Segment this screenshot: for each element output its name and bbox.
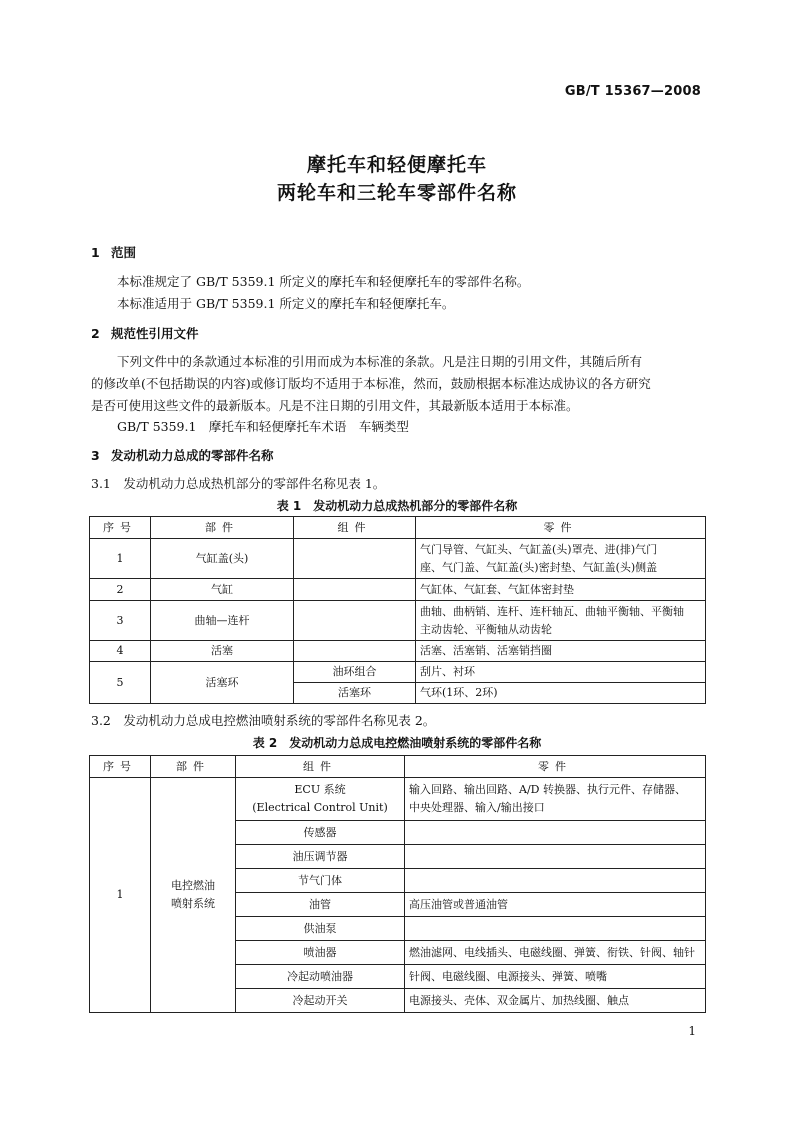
table-row <box>90 539 706 579</box>
normative-reference: GB/T 5359.1 摩托车和轻便摩托车术语 车辆类型 <box>117 419 409 434</box>
header-no: 序号 <box>90 517 151 539</box>
header-items: 零件 <box>405 756 706 778</box>
row-items-line: 座、气门盖、气缸盖(头)密封垫、气缸盖(头)侧盖 <box>420 560 658 574</box>
row-component <box>294 579 416 601</box>
section-number: 1 <box>91 245 100 260</box>
row-items <box>416 601 706 641</box>
row-items-line: 气门导管、气缸头、气缸盖(头)罩壳、进(排)气门 <box>420 542 658 556</box>
row-items: 活塞、活塞销、活塞销挡圈 <box>416 641 706 662</box>
header-part: 部件 <box>151 756 236 778</box>
row-component <box>236 778 405 821</box>
row-part <box>151 778 236 1013</box>
row-no: 4 <box>90 641 151 662</box>
section-2-line-2: 的修改单(不包括勘误的内容)或修订版均不适用于本标准，然而，鼓励根据本标准达成协议的各方研究 <box>91 376 651 391</box>
row-no: 5 <box>90 662 151 704</box>
row-items <box>405 821 706 845</box>
table-row <box>90 641 706 662</box>
table-2-caption: 表 2 发动机动力总成电控燃油喷射系统的零部件名称 <box>252 736 542 750</box>
row-component-line: ECU 系统 <box>294 783 346 796</box>
document-title-line2: 两轮车和三轮车零部件名称 <box>276 182 517 204</box>
row-part: 曲轴—连杆 <box>151 601 294 641</box>
section-3-heading <box>91 446 274 464</box>
row-component: 供油泵 <box>236 917 405 941</box>
row-items: 电源接头、壳体、双金属片、加热线圈、触点 <box>405 989 706 1013</box>
row-items <box>405 845 706 869</box>
header-no: 序号 <box>90 756 151 778</box>
row-component: 油管 <box>236 893 405 917</box>
row-items-line: 输入回路、输出回路、A/D 转换器、执行元件、存储器、 <box>409 783 686 796</box>
header-items: 零件 <box>416 517 706 539</box>
row-component: 油环组合 <box>294 662 416 683</box>
section-2-line-1: 下列文件中的条款通过本标准的引用而成为本标准的条款。凡是注日期的引用文件，其随后所有 <box>117 354 643 369</box>
row-component: 传感器 <box>236 821 405 845</box>
row-component <box>294 641 416 662</box>
row-items <box>405 869 706 893</box>
row-items-line: 中央处理器、输入/输出接口 <box>409 801 545 814</box>
header-component: 组件 <box>236 756 405 778</box>
row-part: 气缸盖(头) <box>151 539 294 579</box>
row-items-line: 曲轴、曲柄销、连杆、连杆轴瓦、曲轴平衡轴、平衡轴 <box>420 604 684 618</box>
section-1-para-1: 本标准规定了 GB/T 5359.1 所定义的摩托车和轻便摩托车的零部件名称。 <box>117 274 530 289</box>
subsection-3-2: 3.2 发动机动力总成电控燃油喷射系统的零部件名称见表 2。 <box>91 713 436 728</box>
standard-number: GB/T 15367—2008 <box>564 84 701 99</box>
row-items: 针阀、电磁线圈、电源接头、弹簧、喷嘴 <box>405 965 706 989</box>
row-part: 活塞环 <box>151 662 294 704</box>
section-1-para-2: 本标准适用于 GB/T 5359.1 所定义的摩托车和轻便摩托车。 <box>117 296 455 311</box>
row-items: 高压油管或普通油管 <box>405 893 706 917</box>
table-2 <box>89 755 706 1013</box>
header-component: 组件 <box>294 517 416 539</box>
row-component: 节气门体 <box>236 869 405 893</box>
row-items <box>416 539 706 579</box>
table-row <box>90 778 706 821</box>
row-component-line: (Electrical Control Unit) <box>252 801 388 814</box>
subsection-3-1: 3.1 发动机动力总成热机部分的零部件名称见表 1。 <box>91 476 386 491</box>
row-component: 油压调节器 <box>236 845 405 869</box>
row-items: 刮片、衬环 <box>416 662 706 683</box>
table-row <box>90 579 706 601</box>
table-row <box>90 601 706 641</box>
page-number: 1 <box>688 1024 696 1038</box>
section-number: 3 <box>91 448 100 463</box>
row-component <box>294 539 416 579</box>
section-title: 发动机动力总成的零部件名称 <box>111 448 274 463</box>
row-no: 3 <box>90 601 151 641</box>
table-header-row <box>90 517 706 539</box>
section-number: 2 <box>91 326 100 341</box>
section-2-line-3: 是否可使用这些文件的最新版本。凡是不注日期的引用文件，其最新版本适用于本标准。 <box>91 398 579 413</box>
row-items: 气环(1环、2环) <box>416 683 706 704</box>
row-part-line: 喷射系统 <box>171 897 215 910</box>
row-items <box>405 778 706 821</box>
row-component: 活塞环 <box>294 683 416 704</box>
row-part: 气缸 <box>151 579 294 601</box>
section-2-heading <box>91 324 199 342</box>
table-header-row <box>90 756 706 778</box>
row-items: 气缸体、气缸套、气缸体密封垫 <box>416 579 706 601</box>
row-component: 喷油器 <box>236 941 405 965</box>
row-items <box>405 917 706 941</box>
row-part-line: 电控燃油 <box>171 879 215 892</box>
section-1-heading <box>91 243 136 261</box>
row-no: 1 <box>90 539 151 579</box>
row-part: 活塞 <box>151 641 294 662</box>
row-no: 1 <box>90 778 151 1013</box>
row-component: 冷起动开关 <box>236 989 405 1013</box>
table-1-caption: 表 1 发动机动力总成热机部分的零部件名称 <box>276 499 518 513</box>
header-part: 部件 <box>151 517 294 539</box>
section-title: 范围 <box>111 245 137 260</box>
row-component: 冷起动喷油器 <box>236 965 405 989</box>
row-no: 2 <box>90 579 151 601</box>
table-1 <box>89 516 706 704</box>
table-row <box>90 662 706 683</box>
row-items-line: 主动齿轮、平衡轴从动齿轮 <box>420 622 552 636</box>
document-title-line1: 摩托车和轻便摩托车 <box>306 154 487 176</box>
section-title: 规范性引用文件 <box>111 326 199 341</box>
row-component <box>294 601 416 641</box>
row-items: 燃油滤网、电线插头、电磁线圈、弹簧、衔铁、针阀、轴针 <box>405 941 706 965</box>
